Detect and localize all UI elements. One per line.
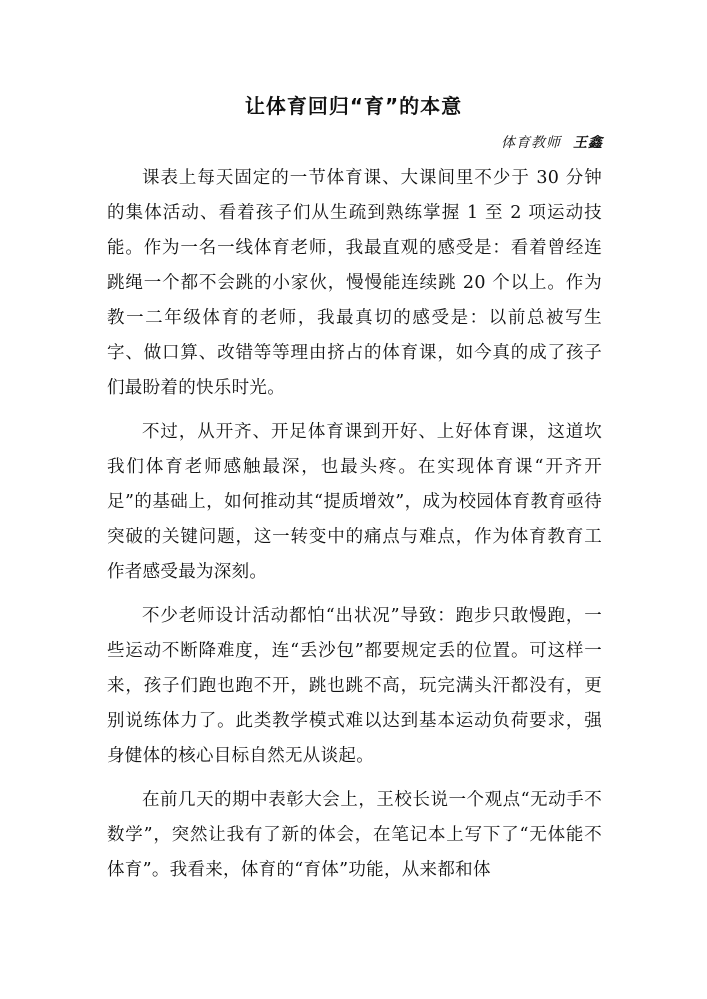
paragraph-3: 不少老师设计活动都怕“出状况”导致：跑步只敢慢跑，一些运动不断降难度，连“丢沙包”都要规定丢的位置。可这样一来，孩子们跑也跑不开，跳也跳不高，玩完满头汗都没有，更别说练体力了。此类教学模式难以达到基本运动负荷要求，强身健体的核心目标自然无从谈起。 — [107, 606, 602, 766]
byline-role: 体育教师 — [501, 135, 561, 151]
byline — [501, 132, 603, 152]
byline-author: 王鑫 — [573, 135, 603, 151]
article-body — [107, 161, 602, 897]
article-title: 让体育回归“育”的本意 — [244, 94, 463, 118]
paragraph-4: 在前几天的期中表彰大会上，王校长说一个观点“无动手不数学”，突然让我有了新的体会，在笔记本上写下了“无体能不体育”。我看来，体育的“育体”功能，从来都和体 — [107, 790, 602, 880]
paragraph-1: 课表上每天固定的一节体育课、大课间里不少于 30 分钟的集体活动、看着孩子们从生疏到熟练掌握 1 至 2 项运动技能。作为一名一线体育老师，我最直观的感受是：看着曾经连跳绳一个都不会跳的小家伙，慢慢能连续跳 20 个以上。作为教一二年级体育的老师，我最真切的感受是：以前总被写生字、做口算、改错等等理由挤占的体育课，如今真的成了孩子们最盼着的快乐时光。 — [107, 168, 602, 398]
paragraph-2: 不过，从开齐、开足体育课到开好、上好体育课，这道坎我们体育老师感触最深，也最头疼。在实现体育课“开齐开足”的基础上，如何推动其“提质增效”，成为校园体育教育亟待突破的关键问题，这一转变中的痛点与难点，作为体育教育工作者感受最为深刻。 — [107, 422, 602, 582]
